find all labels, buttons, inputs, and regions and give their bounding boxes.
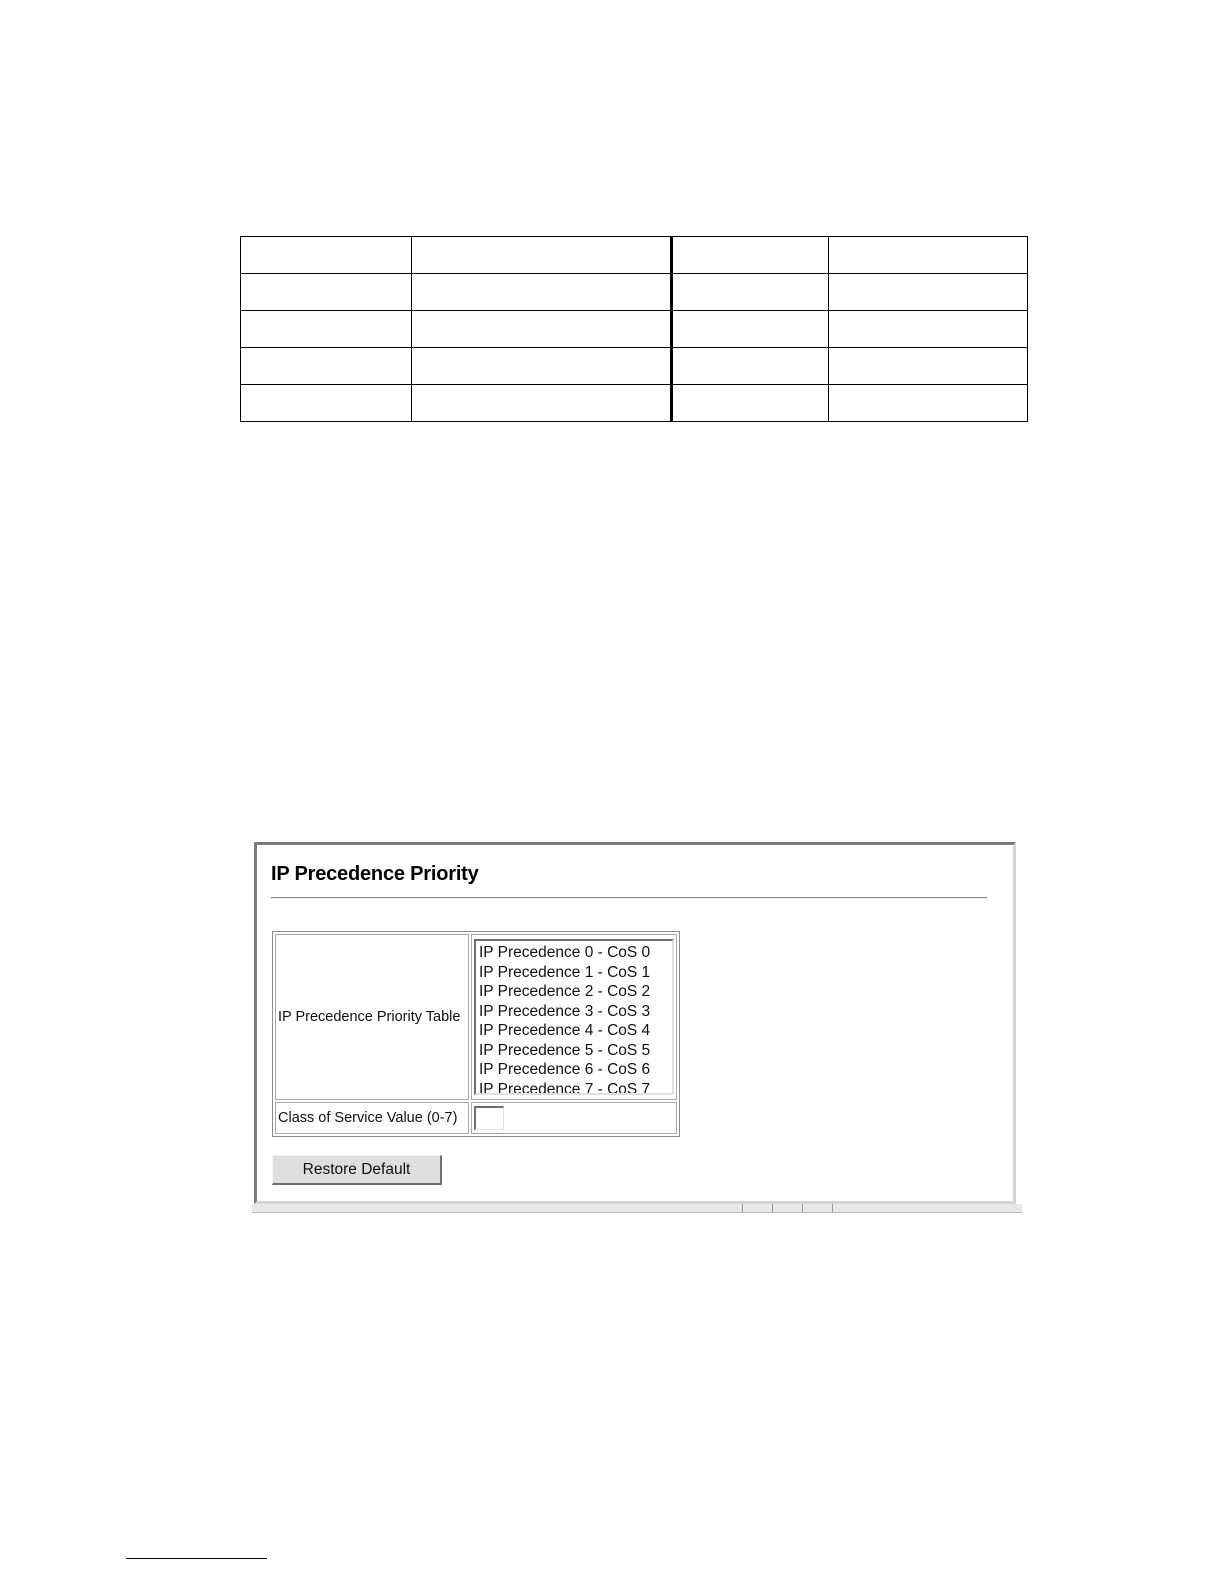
panel-bottom-edge xyxy=(252,1204,1022,1213)
table-cell xyxy=(412,237,672,274)
table-cell xyxy=(672,274,829,311)
cos-value-input[interactable] xyxy=(474,1106,504,1130)
table-cell xyxy=(672,385,829,422)
title-divider xyxy=(271,897,987,899)
table-cell xyxy=(672,237,829,274)
table-row xyxy=(241,385,1028,422)
ip-precedence-panel xyxy=(254,842,1016,1204)
priority-form-table xyxy=(272,931,680,1137)
table-row xyxy=(241,237,1028,274)
table-cell xyxy=(829,274,1028,311)
table-cell xyxy=(241,385,412,422)
restore-default-button[interactable]: Restore Default xyxy=(272,1155,442,1185)
table-cell xyxy=(829,348,1028,385)
table-cell xyxy=(241,311,412,348)
list-item[interactable]: IP Precedence 0 - CoS 0 xyxy=(479,944,651,961)
cos-input-cell xyxy=(471,1102,677,1134)
priority-listbox[interactable] xyxy=(474,939,674,1095)
cos-value-label: Class of Service Value (0-7) xyxy=(275,1102,469,1134)
table-row xyxy=(241,274,1028,311)
table-cell xyxy=(241,348,412,385)
table-row xyxy=(241,311,1028,348)
table-cell xyxy=(412,348,672,385)
table-row xyxy=(275,934,677,1100)
table-cell xyxy=(412,311,672,348)
table-row xyxy=(241,348,1028,385)
table-cell xyxy=(829,311,1028,348)
table-cell xyxy=(829,237,1028,274)
list-item[interactable]: IP Precedence 6 - CoS 6 xyxy=(479,1061,651,1078)
list-item[interactable]: IP Precedence 1 - CoS 1 xyxy=(479,963,651,981)
table-cell xyxy=(241,237,412,274)
list-item[interactable]: IP Precedence 3 - CoS 3 xyxy=(479,1002,651,1020)
priority-table-label: IP Precedence Priority Table xyxy=(275,934,469,1100)
page-title: IP Precedence Priority xyxy=(271,863,479,885)
table-cell xyxy=(672,348,829,385)
table-row xyxy=(275,1102,677,1134)
priority-listbox-cell xyxy=(471,934,677,1100)
edge-separator xyxy=(742,1204,743,1212)
table-cell xyxy=(412,274,672,311)
empty-grid-table xyxy=(240,236,1028,422)
table-cell xyxy=(241,274,412,311)
table-cell xyxy=(829,385,1028,422)
edge-separator xyxy=(802,1204,803,1212)
list-item[interactable]: IP Precedence 2 - CoS 2 xyxy=(479,983,651,1000)
edge-separator xyxy=(832,1204,833,1212)
footnote-divider xyxy=(126,1558,267,1559)
table-cell xyxy=(672,311,829,348)
list-item[interactable]: IP Precedence 7 - CoS 7 xyxy=(479,1080,651,1095)
edge-separator xyxy=(772,1204,773,1212)
table-cell xyxy=(412,385,672,422)
list-item[interactable]: IP Precedence 5 - CoS 5 xyxy=(479,1041,651,1059)
list-item[interactable]: IP Precedence 4 - CoS 4 xyxy=(479,1022,651,1039)
